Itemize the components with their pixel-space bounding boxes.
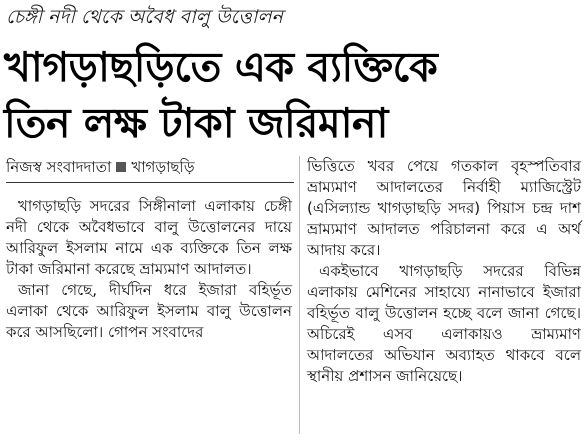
square-separator-icon xyxy=(116,162,126,172)
left-paragraph-2: জানা গেছে, দীর্ঘদিন ধরে ইজারা বহির্ভূত এলাকা থেকে আরিফুল ইসলাম বালু উত্তোলন করে আসছিলো। গোপন সংবাদের xyxy=(6,281,292,341)
column-divider xyxy=(299,156,300,434)
left-column xyxy=(6,196,292,343)
byline-reporter: নিজস্ব সংবাদদাতা xyxy=(6,158,112,176)
right-paragraph-1: ভিত্তিতে খবর পেয়ে গতকাল বৃহস্পতিবার ভ্রাম্যমাণ আদালতের নির্বাহী ম্যাজিস্ট্রেট (এসিল্যান্ড খাগড়াছড়ি সদর) পিয়াস চন্দ্র দাশ ভ্রাম্যমাণ আদালত পরিচালনা করে এ অর্থ আদায় করে। xyxy=(307,157,581,259)
headline-line-1: খাগড়াছড়িতে এক ব্যক্তিকে xyxy=(4,43,438,91)
right-column xyxy=(307,156,581,387)
byline-location: খাগড়াছড়ি xyxy=(131,158,195,176)
right-paragraph-2: একইভাবে খাগড়াছড়ি সদরের বিভিন্ন এলাকায় মেশিনের সাহায্যে নানাভাবে ইজারা বহির্ভূত বালু উত্তোলন হচ্ছে বলে জানা গেছে। অচিরেই এসব এলাকায়ও ভ্রাম্যমাণ আদালতের অভিযান অব্যাহত থাকবে বলে স্থানীয় প্রশাসন জানিয়েছে। xyxy=(307,262,581,385)
byline xyxy=(6,156,195,178)
headline-line-2: তিন লক্ষ টাকা জরিমানা xyxy=(4,99,388,147)
byline-divider xyxy=(6,182,294,183)
left-paragraph-1: খাগড়াছড়ি সদরের সিঙ্গীনালা এলাকায় চেঙ্গী নদী থেকে অবৈধভাবে বালু উত্তোলনের দায়ে আরিফুল ইসলাম নামে এক ব্যক্তিকে তিন লক্ষ টাকা জরিমানা করেছে ভ্রাম্যমাণ আদালত। xyxy=(6,197,292,278)
article-kicker: চেঙ্গী নদী থেকে অবৈধ বালু উত্তোলন xyxy=(6,6,283,28)
